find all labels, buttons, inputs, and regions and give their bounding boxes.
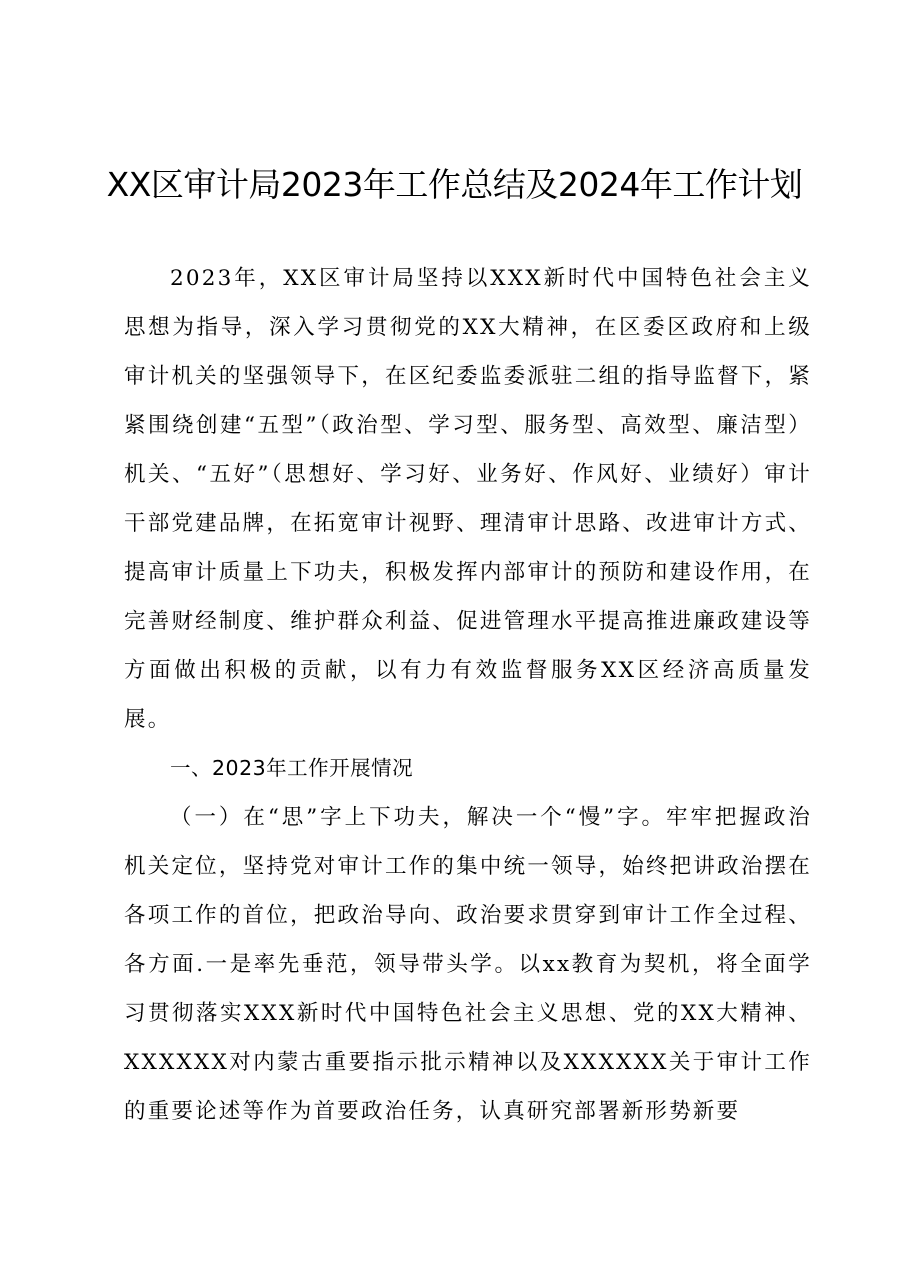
document-body	[124, 254, 812, 1136]
section-paragraph: （一）在“思”字上下功夫，解决一个“慢”字。牢牢把握政治机关定位，坚持党对审计工作的集中统一领导，始终把讲政治摆在各项工作的首位，把政治导向、政治要求贯穿到审计工作全过程、各方面.一是率先垂范，领导带头学。以xx教育为契机，将全面学习贯彻落实XXX新时代中国特色社会主义思想、党的XX大精神、XXXXXX对内蒙古重要指示批示精神以及XXXXXX关于审计工作的重要论述等作为首要政治任务，认真研究部署新形势新要	[124, 805, 812, 1124]
section-heading: 一、2023年工作开展情况	[170, 756, 414, 780]
document-title: XX区审计局2023年工作总结及2024年工作计划	[106, 165, 803, 204]
intro-paragraph: 2023年，XX区审计局坚持以XXX新时代中国特色社会主义思想为指导，深入学习贯彻党的XX大精神，在区委区政府和上级审计机关的坚强领导下，在区纪委监委派驻二组的指导监督下，紧紧围绕创建“五型”（政治型、学习型、服务型、高效型、廉洁型）机关、“五好”（思想好、学习好、业务好、作风好、业绩好）审计干部党建品牌，在拓宽审计视野、理清审计思路、改进审计方式、提高审计质量上下功夫，积极发挥内部审计的预防和建设作用，在完善财经制度、维护群众利益、促进管理水平提高推进廉政建设等方面做出积极的贡献，以有力有效监督服务XX区经济高质量发展。	[124, 266, 812, 732]
